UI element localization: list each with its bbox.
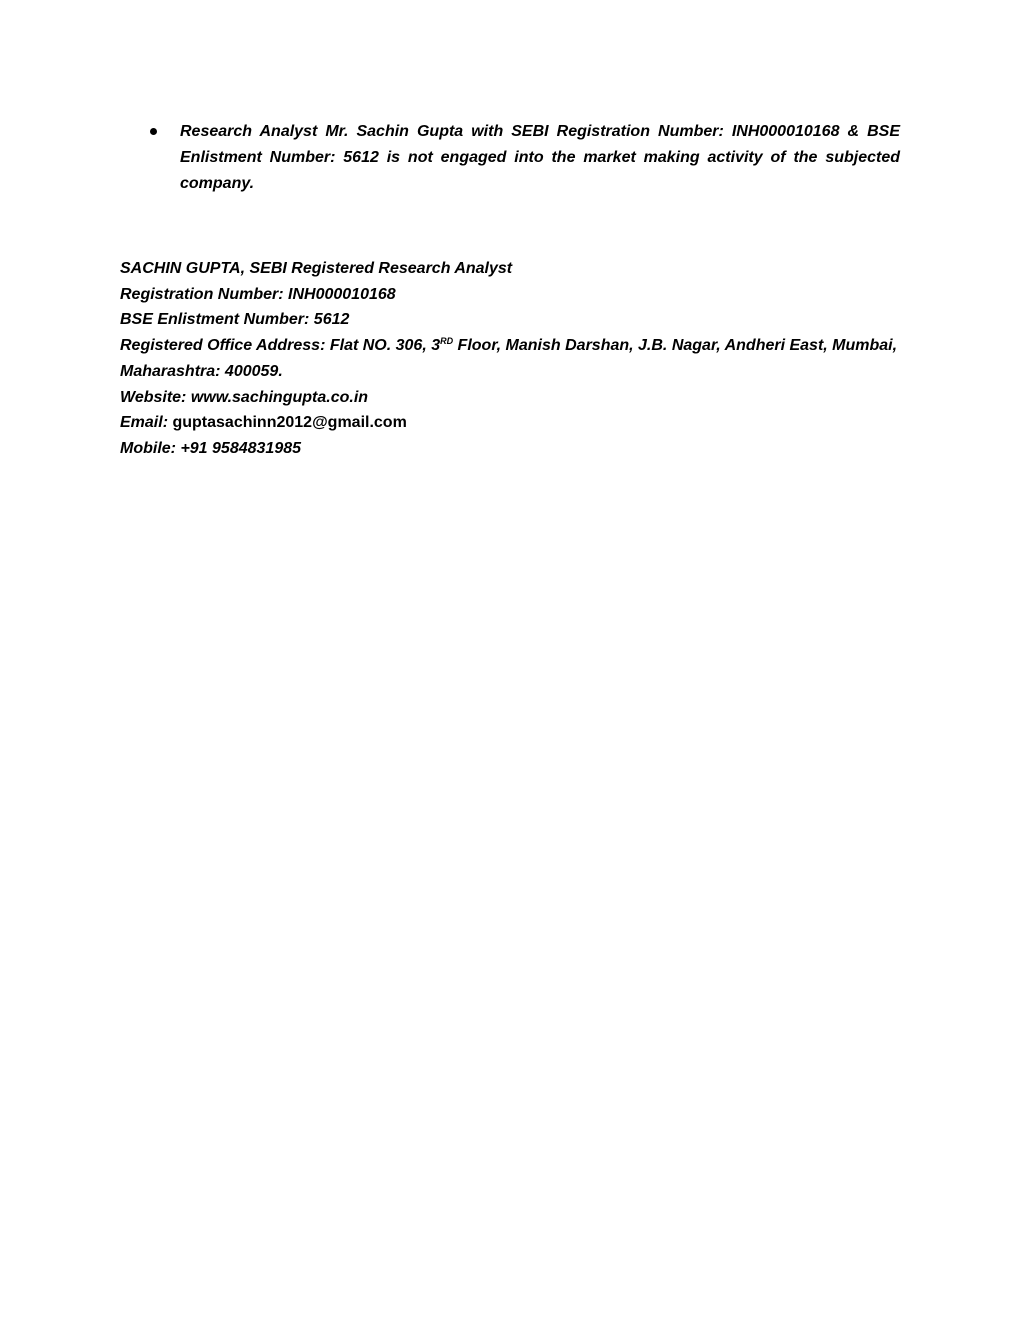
bullet-icon bbox=[150, 128, 157, 135]
email-label: Email: bbox=[120, 414, 169, 432]
disclosure-item bbox=[120, 119, 900, 197]
contact-block bbox=[120, 256, 920, 462]
registration-number: Registration Number: INH000010168 bbox=[120, 285, 396, 303]
website: Website: www.sachingupta.co.in bbox=[120, 388, 369, 406]
address-part-1: Registered Office Address: Flat NO. 306, 3 bbox=[120, 337, 441, 355]
disclosure-text: Research Analyst Mr. Sachin Gupta with SEBI Registration Number: INH000010168 & BSE Enlistment Number: 5612 is not engaged into the market making activity of the subjected company. bbox=[180, 123, 900, 192]
bse-enlistment-number: BSE Enlistment Number: 5612 bbox=[120, 311, 350, 329]
analyst-heading: SACHIN GUPTA, SEBI Registered Research Analyst bbox=[120, 260, 513, 277]
address-superscript: RD bbox=[440, 336, 454, 347]
office-address-line-2: Maharashtra: 400059. bbox=[120, 362, 283, 380]
office-address bbox=[120, 333, 920, 359]
mobile-number: Mobile: +91 9584831985 bbox=[120, 439, 302, 457]
disclosure-list bbox=[120, 119, 900, 197]
email-address: guptasachinn2012@gmail.com bbox=[172, 414, 407, 432]
address-part-2: Floor, Manish Darshan, J.B. Nagar, Andheri East, Mumbai, bbox=[453, 337, 898, 355]
email bbox=[120, 410, 920, 436]
